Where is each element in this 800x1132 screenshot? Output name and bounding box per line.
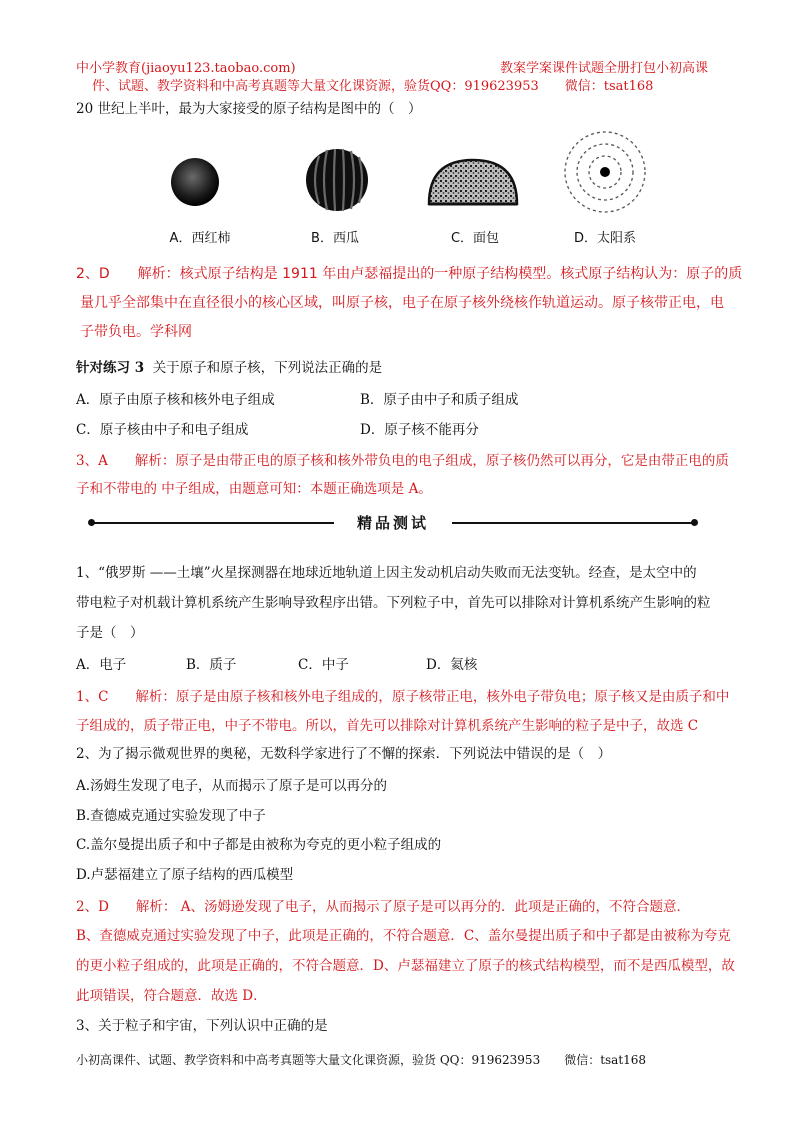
practice-3-option-d: D．原子核不能再分 bbox=[360, 422, 479, 438]
test-2-answer-line-4: 此项错误，符合题意．故选 D． bbox=[76, 988, 267, 1004]
test-2-option-b: B.查德威克通过实验发现了中子 bbox=[76, 808, 266, 824]
tomato-icon bbox=[140, 130, 260, 225]
test-1-question-line-1: 1、“俄罗斯 ——土壤”火星探测器在地球近地轨道上因主发动机启动失败而无法变轨。经查，是太空中的 bbox=[76, 565, 697, 581]
test-1-option-c: C．中子 bbox=[298, 657, 349, 673]
test-1-question-line-3: 子是（ ） bbox=[76, 625, 144, 641]
test-1-option-d: D．氦核 bbox=[426, 657, 478, 673]
test-1-option-b: B．质子 bbox=[186, 657, 237, 673]
test-1-question-line-2: 带电粒子对机载计算机系统产生影响导致程序出错。下列粒子中，首先可以排除对计算机系统产生影响的粒 bbox=[76, 595, 711, 611]
watermelon-icon bbox=[275, 130, 395, 225]
practice-3-option-b: B．原子由中子和质子组成 bbox=[360, 392, 519, 408]
figure-d-label: D．太阳系 bbox=[573, 231, 636, 246]
test-1-option-a: A．电子 bbox=[76, 657, 127, 673]
header-right-title: 教案学案课件试题全册打包小初高课 bbox=[500, 61, 709, 76]
practice-3-option-a: A．原子由原子核和核外电子组成 bbox=[76, 392, 275, 408]
figure-c bbox=[415, 130, 535, 248]
answer-2-line-2: 量几乎全部集中在直径很小的核心区域，叫原子核，电子在原子核外绕核作轨道运动。原子核带正电，电 bbox=[80, 295, 724, 311]
practice-3-title: 针对练习 3 bbox=[76, 360, 145, 376]
atom-model-figures bbox=[140, 130, 660, 248]
answer-3-line-1: 3、A 解析：原子是由带正电的原子核和核外带负电的电子组成，原子核仍然可以再分，它是由带正电的质 bbox=[76, 453, 729, 469]
answer-3-line-2: 子和不带电的 中子组成，由题意可知：本题正确选项是 A。 bbox=[76, 481, 432, 497]
figure-c-label: C．面包 bbox=[450, 231, 500, 246]
page-footer: 小初高课件、试题、教学资料和中高考真题等大量文化课资源，验货 QQ：919623953 微信：tsat168 bbox=[76, 1053, 647, 1067]
figure-d bbox=[545, 130, 665, 248]
bread-icon bbox=[415, 130, 535, 225]
test-3-question: 3、关于粒子和宇宙，下列认识中正确的是 bbox=[76, 1018, 328, 1034]
header-line-2: 件、试题、教学资料和中高考真题等大量文化课资源，验货QQ：919623953 微信：tsat168 bbox=[92, 79, 654, 94]
figure-b bbox=[275, 130, 395, 248]
test-2-answer-line-2: B、查德威克通过实验发现了中子，此项是正确的，不符合题意．C、盖尔曼提出质子和中子都是由被称为夸克 bbox=[76, 928, 731, 944]
test-2-answer-line-3: 的更小粒子组成的，此项是正确的，不符合题意．D、卢瑟福建立了原子的核式结构模型，而不是西瓜模型，故 bbox=[76, 958, 735, 974]
header-left-title: 中小学教育(jiaoyu123.taobao.com) bbox=[76, 61, 296, 76]
test-1-answer-line-2: 子组成的，质子带正电，中子不带电。所以，首先可以排除对计算机系统产生影响的粒子是中子，故选 C bbox=[76, 718, 699, 734]
answer-2-line-3: 子带负电。学科网 bbox=[80, 324, 192, 340]
answer-2-line-1: 2、D 解析：核式原子结构是 1911 年由卢瑟福提出的一种原子结构模型。核式原子结构认为：原子的质 bbox=[76, 266, 743, 282]
section-divider bbox=[88, 512, 698, 532]
test-2-option-a: A.汤姆生发现了电子，从而揭示了原子是可以再分的 bbox=[76, 778, 388, 794]
practice-3-option-c: C．原子核由中子和电子组成 bbox=[76, 422, 249, 438]
figure-b-label: B．西瓜 bbox=[311, 231, 359, 246]
practice-3-question: 关于原子和原子核，下列说法正确的是 bbox=[152, 360, 383, 376]
test-2-option-d: D.卢瑟福建立了原子结构的西瓜模型 bbox=[76, 867, 294, 883]
test-2-answer-line-1: 2、D 解析： A、汤姆逊发现了电子，从而揭示了原子是可以再分的．此项是正确的，不符合题意． bbox=[76, 899, 690, 915]
section-title: 精品测试 bbox=[356, 514, 429, 532]
solar-system-icon bbox=[545, 130, 665, 225]
figure-a-label: A．西红柿 bbox=[169, 231, 231, 246]
test-1-answer-line-1: 1、C 解析：原子是由原子核和核外电子组成的，原子核带正电，核外电子带负电；原子核又是由质子和中 bbox=[76, 689, 730, 705]
question-atomic-structure: 20 世纪上半叶，最为大家接受的原子结构是图中的（ ） bbox=[76, 101, 422, 117]
test-2-option-c: C.盖尔曼提出质子和中子都是由被称为夸克的更小粒子组成的 bbox=[76, 837, 442, 853]
figure-a bbox=[140, 130, 260, 248]
practice-3-heading bbox=[76, 358, 382, 378]
test-2-question: 2、为了揭示微观世界的奥秘，无数科学家进行了不懈的探索．下列说法中错误的是（ ） bbox=[76, 746, 612, 762]
